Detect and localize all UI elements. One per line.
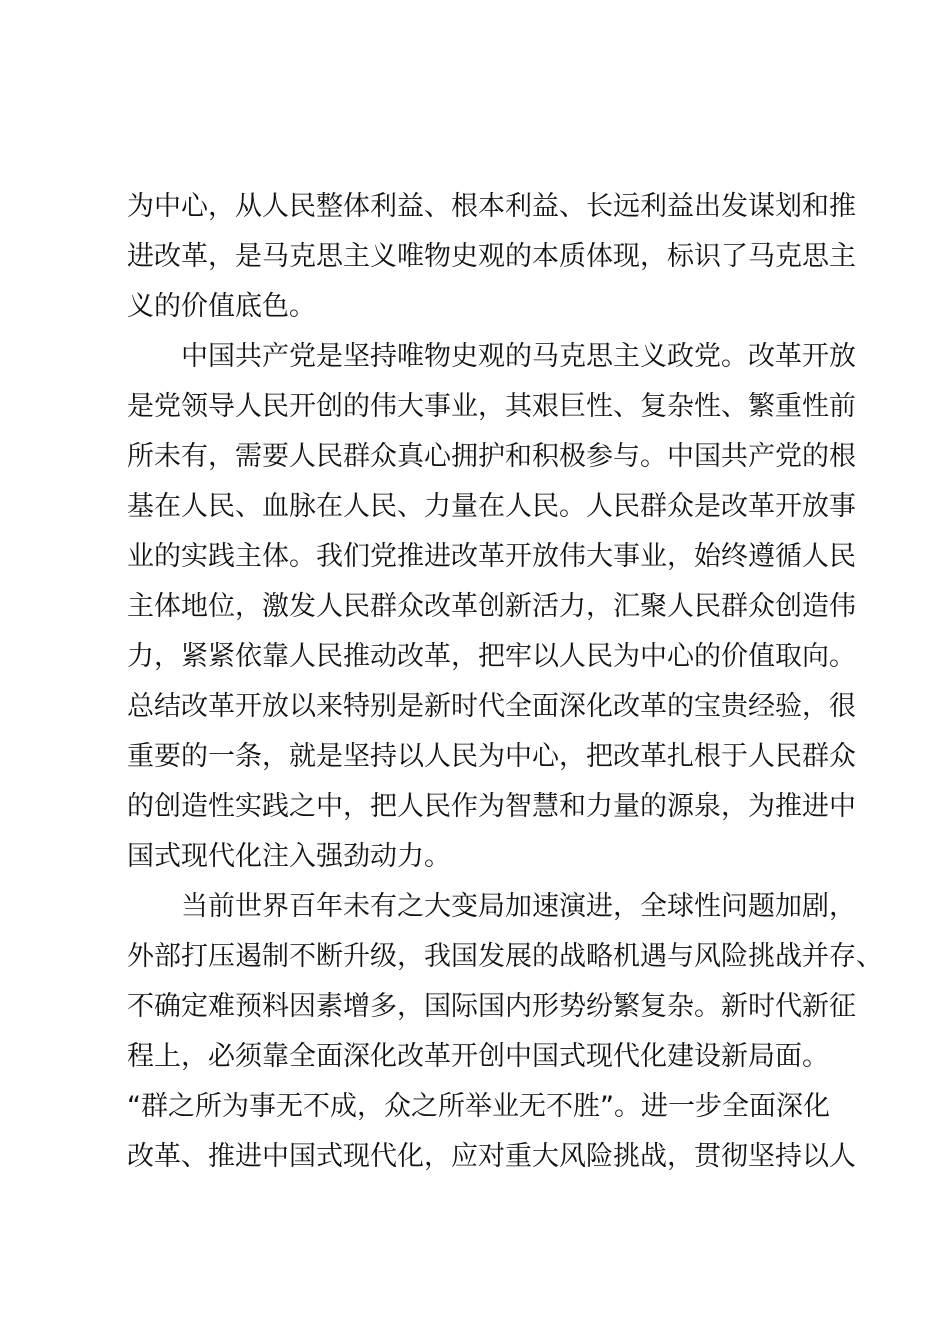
text-line: “群之所为事无不成，众之所举业无不胜”。进一步全面深化 bbox=[127, 1091, 830, 1122]
text-line: 力，紧紧依靠人民推动改革，把牢以人民为中心的价值取向。 bbox=[127, 641, 856, 672]
text-line: 不确定难预料因素增多，国际国内形势纷繁复杂。新时代新征 bbox=[127, 991, 856, 1022]
text-line: 外部打压遏制不断升级，我国发展的战略机遇与风险挑战并存、 bbox=[127, 941, 883, 972]
text-line: 业的实践主体。我们党推进改革开放伟大事业，始终遵循人民 bbox=[127, 541, 856, 572]
text-line: 总结改革开放以来特别是新时代全面深化改革的宝贵经验，很 bbox=[127, 691, 856, 722]
text-line: 的创造性实践之中，把人民作为智慧和力量的源泉，为推进中 bbox=[127, 791, 856, 822]
text-line: 进改革，是马克思主义唯物史观的本质体现，标识了马克思主 bbox=[127, 241, 856, 272]
paragraph-first-line: 当前世界百年未有之大变局加速演进，全球性问题加剧， bbox=[181, 891, 856, 922]
text-line: 为中心，从人民整体利益、根本利益、长远利益出发谋划和推 bbox=[127, 191, 856, 222]
text-line: 所未有，需要人民群众真心拥护和积极参与。中国共产党的根 bbox=[127, 441, 856, 472]
text-line: 重要的一条，就是坚持以人民为中心，把改革扎根于人民群众 bbox=[127, 741, 856, 772]
text-line: 国式现代化注入强劲动力。 bbox=[127, 841, 451, 872]
paragraph-first-line: 中国共产党是坚持唯物史观的马克思主义政党。改革开放 bbox=[181, 341, 856, 372]
text-line: 主体地位，激发人民群众改革创新活力，汇聚人民群众创造伟 bbox=[127, 591, 856, 622]
document-body bbox=[127, 182, 883, 1182]
text-line: 是党领导人民开创的伟大事业，其艰巨性、复杂性、繁重性前 bbox=[127, 391, 856, 422]
text-line: 基在人民、血脉在人民、力量在人民。人民群众是改革开放事 bbox=[127, 491, 856, 522]
text-line: 改革、推进中国式现代化，应对重大风险挑战，贯彻坚持以人 bbox=[127, 1141, 856, 1172]
text-line: 义的价值底色。 bbox=[127, 291, 316, 322]
text-line: 程上，必须靠全面深化改革开创中国式现代化建设新局面。 bbox=[127, 1041, 829, 1072]
